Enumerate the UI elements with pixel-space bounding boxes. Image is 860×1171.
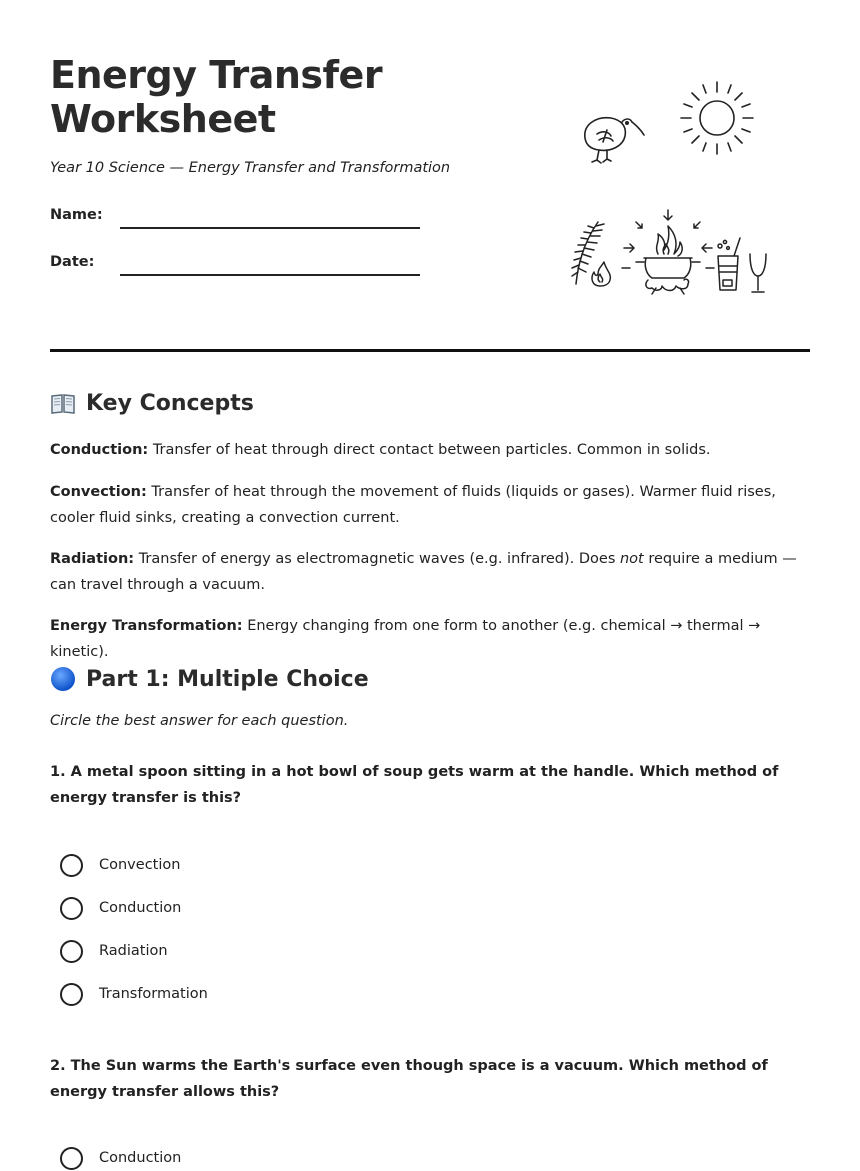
concept-definition: Energy changing from one form to another (e.g. chemical → thermal → kinetic). <box>50 618 761 660</box>
concept-convection <box>50 479 810 531</box>
concept-definition: Transfer of heat through the movement of fluids (liquids or gases). Warmer fluid rises, cooler fluid sinks, creating a convection current. <box>50 484 776 526</box>
key-concepts-heading <box>50 390 254 416</box>
option-label: Conduction <box>99 900 182 916</box>
name-label: Name: <box>50 207 103 223</box>
page-subtitle: Year 10 Science — Energy Transfer and Transformation <box>50 160 451 176</box>
name-field[interactable] <box>50 207 430 237</box>
date-line[interactable] <box>120 274 420 276</box>
option-label: Conduction <box>99 1150 182 1166</box>
concept-term: Conduction: <box>50 442 149 458</box>
question-1: 1. A metal spoon sitting in a hot bowl of soup gets warm at the handle. Which method of energy transfer is this? <box>50 764 779 806</box>
q1-option-radiation[interactable] <box>60 938 168 964</box>
concept-conduction <box>50 437 810 463</box>
date-field[interactable] <box>50 254 430 284</box>
concept-term: Radiation: <box>50 551 135 567</box>
concept-radiation <box>50 546 810 598</box>
option-label: Convection <box>99 857 181 873</box>
blue-circle-emoji-icon <box>50 666 76 692</box>
option-label: Transformation <box>99 986 208 1002</box>
radio-circle[interactable] <box>60 854 83 877</box>
concept-definition-end: require a medium — can travel through a vacuum. <box>50 551 797 593</box>
date-label: Date: <box>50 254 95 270</box>
q1-option-conduction[interactable] <box>60 895 181 921</box>
q2-option-conduction[interactable] <box>60 1145 181 1171</box>
concept-emphasis: not <box>619 551 644 567</box>
page-title: Energy Transfer Worksheet <box>50 53 383 141</box>
part1-heading <box>50 666 369 692</box>
drink-glasses-icon <box>714 236 770 300</box>
radio-circle[interactable] <box>60 897 83 920</box>
radio-circle[interactable] <box>60 940 83 963</box>
concept-definition: Transfer of heat through direct contact between particles. Common in solids. <box>152 442 711 458</box>
q1-option-transformation[interactable] <box>60 981 208 1007</box>
key-concepts-title: Key Concepts <box>86 390 254 416</box>
sun-icon <box>677 78 757 158</box>
q1-option-convection[interactable] <box>60 852 180 878</box>
radio-circle[interactable] <box>60 983 83 1006</box>
part1-title: Part 1: Multiple Choice <box>86 666 369 692</box>
part1-instructions: Circle the best answer for each question. <box>50 713 349 729</box>
kiwi-bird-icon <box>577 108 647 166</box>
fern-flame-icon <box>566 218 616 290</box>
name-line[interactable] <box>120 227 420 229</box>
concept-term: Energy Transformation: <box>50 618 243 634</box>
radio-circle[interactable] <box>60 1147 83 1170</box>
concept-definition-start: Transfer of energy as electromagnetic waves (e.g. infrared). Does <box>138 551 616 567</box>
question-2: 2. The Sun warms the Earth's surface even though space is a vacuum. Which method of energy transfer allows this? <box>50 1058 768 1100</box>
concept-transformation <box>50 613 810 665</box>
header-divider <box>50 349 810 352</box>
option-label: Radiation <box>99 943 168 959</box>
boiling-pot-icon <box>618 208 718 298</box>
concept-term: Convection: <box>50 484 147 500</box>
book-emoji-icon <box>50 390 76 416</box>
